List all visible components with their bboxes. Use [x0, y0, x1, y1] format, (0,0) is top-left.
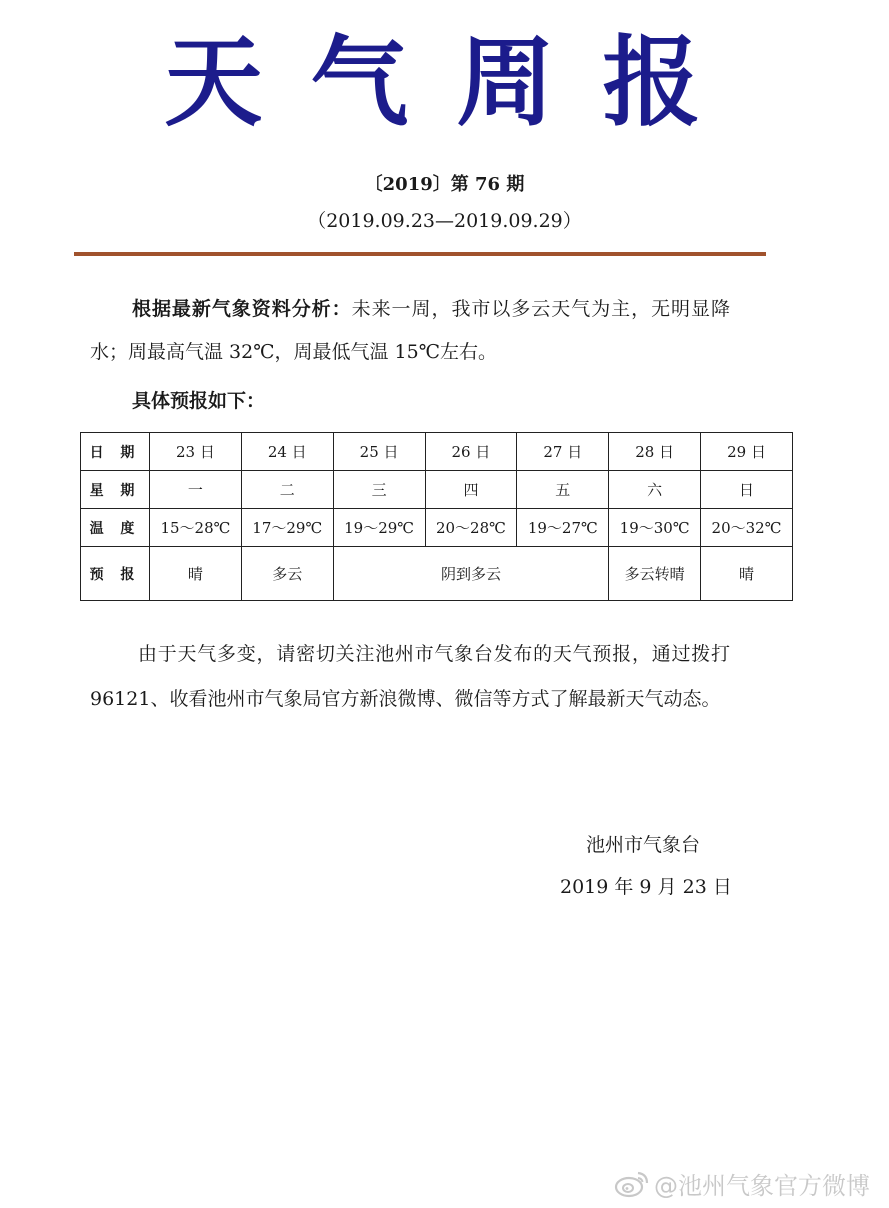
weekday-cell: 五	[517, 471, 609, 509]
table-row-temperatures	[81, 509, 793, 547]
summary-paragraph	[90, 288, 730, 374]
table-row-weekdays	[81, 471, 793, 509]
date-cell: 27 日	[517, 433, 609, 471]
weekday-cell: 三	[333, 471, 425, 509]
signature-date: 2019 年 9 月 23 日	[560, 876, 732, 898]
temperature-cell: 20～28℃	[425, 509, 517, 547]
watermark	[614, 1166, 870, 1201]
date-cell: 28 日	[609, 433, 701, 471]
summary-text: 未来一周，我市以多云天气为主，无明显降水；周最高气温 32℃，周最低气温 15℃左右。	[90, 298, 730, 363]
temperature-cell: 17～29℃	[241, 509, 333, 547]
summary-label: 根据最新气象资料分析：	[132, 298, 352, 320]
date-cell: 23 日	[150, 433, 242, 471]
masthead-title: 天气周报	[164, 26, 749, 140]
row-label-date: 日 期	[81, 433, 150, 471]
forecast-cell: 多云转晴	[609, 547, 701, 601]
temperature-cell: 19～27℃	[517, 509, 609, 547]
weekday-cell: 日	[701, 471, 793, 509]
date-cell: 24 日	[241, 433, 333, 471]
weekday-cell: 六	[609, 471, 701, 509]
forecast-cell-merged: 阴到多云	[333, 547, 609, 601]
table-row-forecasts	[81, 547, 793, 601]
date-range: （2019.09.23—2019.09.29）	[307, 210, 582, 232]
date-cell: 29 日	[701, 433, 793, 471]
forecast-cell: 晴	[150, 547, 242, 601]
forecast-table	[80, 432, 793, 601]
weekday-cell: 一	[150, 471, 242, 509]
temperature-cell: 20～32℃	[701, 509, 793, 547]
table-row-dates	[81, 433, 793, 471]
temperature-cell: 19～29℃	[333, 509, 425, 547]
row-label-weekday: 星 期	[81, 471, 150, 509]
row-label-temperature: 温 度	[81, 509, 150, 547]
signature-org: 池州市气象台	[586, 834, 701, 856]
weibo-icon	[614, 1169, 650, 1199]
forecast-cell: 多云	[241, 547, 333, 601]
forecast-heading: 具体预报如下：	[132, 390, 266, 412]
temperature-cell: 15～28℃	[150, 509, 242, 547]
temperature-cell: 19～30℃	[609, 509, 701, 547]
weekday-cell: 四	[425, 471, 517, 509]
watermark-text: @池州气象官方微博	[654, 1172, 870, 1200]
forecast-cell: 晴	[701, 547, 793, 601]
date-cell: 26 日	[425, 433, 517, 471]
header-divider	[74, 252, 766, 256]
date-cell: 25 日	[333, 433, 425, 471]
notice-paragraph: 由于天气多变，请密切关注池州市气象台发布的天气预报，通过拨打96121、收看池州市气象局官方新浪微博、微信等方式了解最新天气动态。	[90, 643, 730, 710]
issue-number: 〔2019〕第 76 期	[364, 174, 525, 195]
weekday-cell: 二	[241, 471, 333, 509]
row-label-forecast: 预 报	[81, 547, 150, 601]
